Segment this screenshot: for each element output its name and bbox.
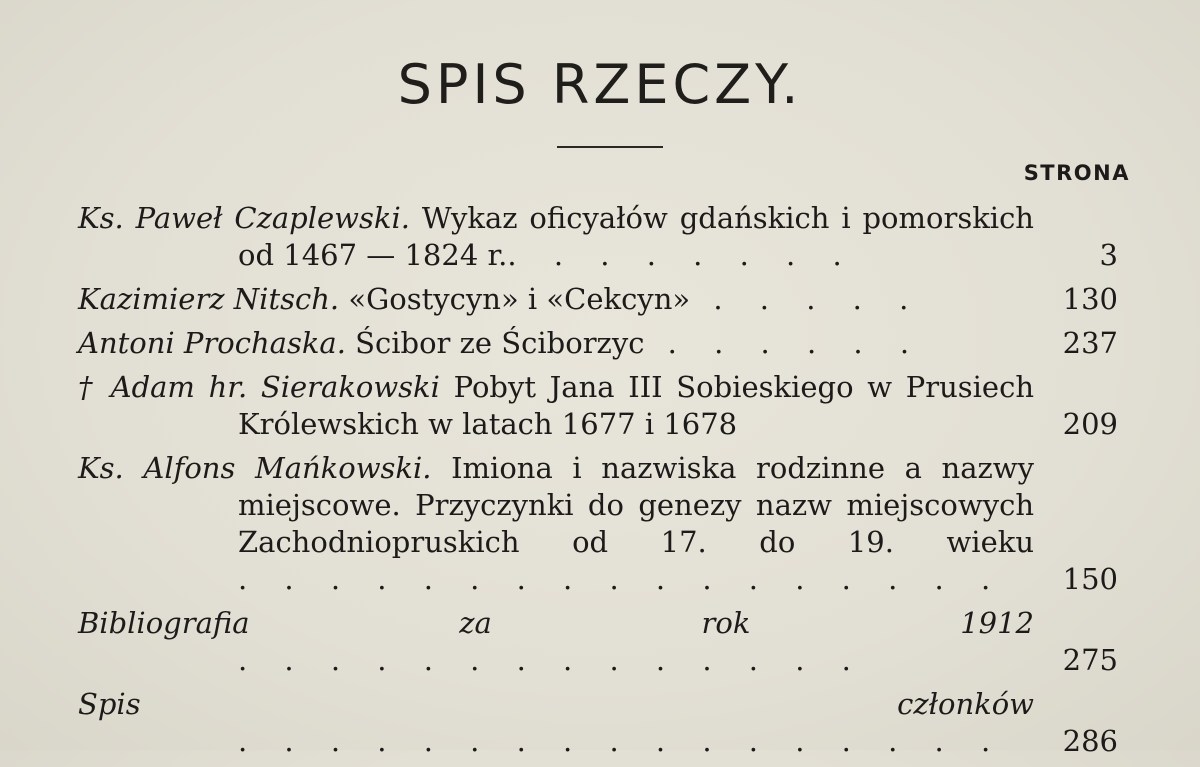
toc-entry-text bbox=[78, 325, 1034, 362]
toc-entry bbox=[78, 325, 1118, 362]
toc-entry bbox=[78, 686, 1118, 760]
toc-entry-text bbox=[78, 605, 1034, 679]
toc-entry-page: 150 bbox=[1062, 562, 1118, 596]
title-rule bbox=[557, 146, 663, 148]
toc-entry-author: Spis członków bbox=[78, 687, 1034, 721]
page-column-header: STRONA bbox=[1023, 161, 1130, 185]
toc-entry-leader: . . . . . . . . bbox=[507, 238, 856, 272]
toc-entry bbox=[78, 369, 1118, 443]
toc-entry-page: 275 bbox=[1062, 643, 1118, 677]
toc-entry-title: «Gostycyn» i «Cekcyn» bbox=[339, 282, 691, 316]
toc-entry bbox=[78, 450, 1118, 598]
toc-entry-page: 286 bbox=[1062, 724, 1118, 758]
toc-entry-page: 237 bbox=[1062, 326, 1118, 360]
toc-entry-page: 130 bbox=[1062, 282, 1118, 316]
toc-entry bbox=[78, 281, 1118, 318]
toc-entry-page: 209 bbox=[1062, 407, 1118, 441]
toc-entry bbox=[78, 605, 1118, 679]
table-of-contents bbox=[78, 200, 1118, 767]
toc-entry-title: Pobyt Jana III Sobieskiego w Prusiech Królewskich w latach 1677 i 1678 bbox=[238, 370, 1034, 441]
toc-entry-author: † Adam hr. Sierakowski bbox=[78, 370, 440, 404]
toc-entry-leader: . . . . . . . . . . . . . . . . . bbox=[238, 724, 1005, 758]
toc-entry-author: Ks. Paweł Czaplewski. bbox=[78, 201, 410, 235]
toc-entry-author: Kazimierz Nitsch. bbox=[78, 282, 340, 316]
toc-entry-leader: . . . . . bbox=[690, 282, 923, 316]
toc-entry-author: Ks. Alfons Mańkowski. bbox=[78, 451, 432, 485]
toc-entry-page: 3 bbox=[1099, 238, 1118, 272]
toc-entry-leader: . . . . . . bbox=[644, 326, 924, 360]
toc-entry-text bbox=[78, 686, 1034, 760]
toc-entry-author: Bibliografia za rok 1912 bbox=[78, 606, 1034, 640]
toc-entry bbox=[78, 200, 1118, 274]
toc-entry-text bbox=[78, 200, 1034, 274]
toc-entry-leader: . . . . . . . . . . . . . . . . . bbox=[238, 562, 1005, 596]
toc-entry-text bbox=[78, 450, 1034, 598]
toc-entry-title: Imiona i nazwiska rodzinne a nazwy miejscowe. Przyczynki do genezy nazw miejscowych Zachodniopruskich od 17. do 19. wieku bbox=[238, 451, 1034, 559]
toc-entry-author: Antoni Prochaska. bbox=[78, 326, 346, 360]
toc-entry-text bbox=[78, 369, 1034, 443]
toc-entry-leader: . . . . . . . . . . . . . . bbox=[238, 643, 865, 677]
page-title: SPIS RZECZY. bbox=[397, 53, 803, 116]
toc-entry-title: Ścibor ze Ściborzyc bbox=[345, 326, 645, 360]
toc-entry-text bbox=[78, 281, 1034, 318]
toc-entry-title: Wykaz oficyałów gdańskich i pomorskich od 1467 — 1824 r. bbox=[238, 201, 1034, 272]
